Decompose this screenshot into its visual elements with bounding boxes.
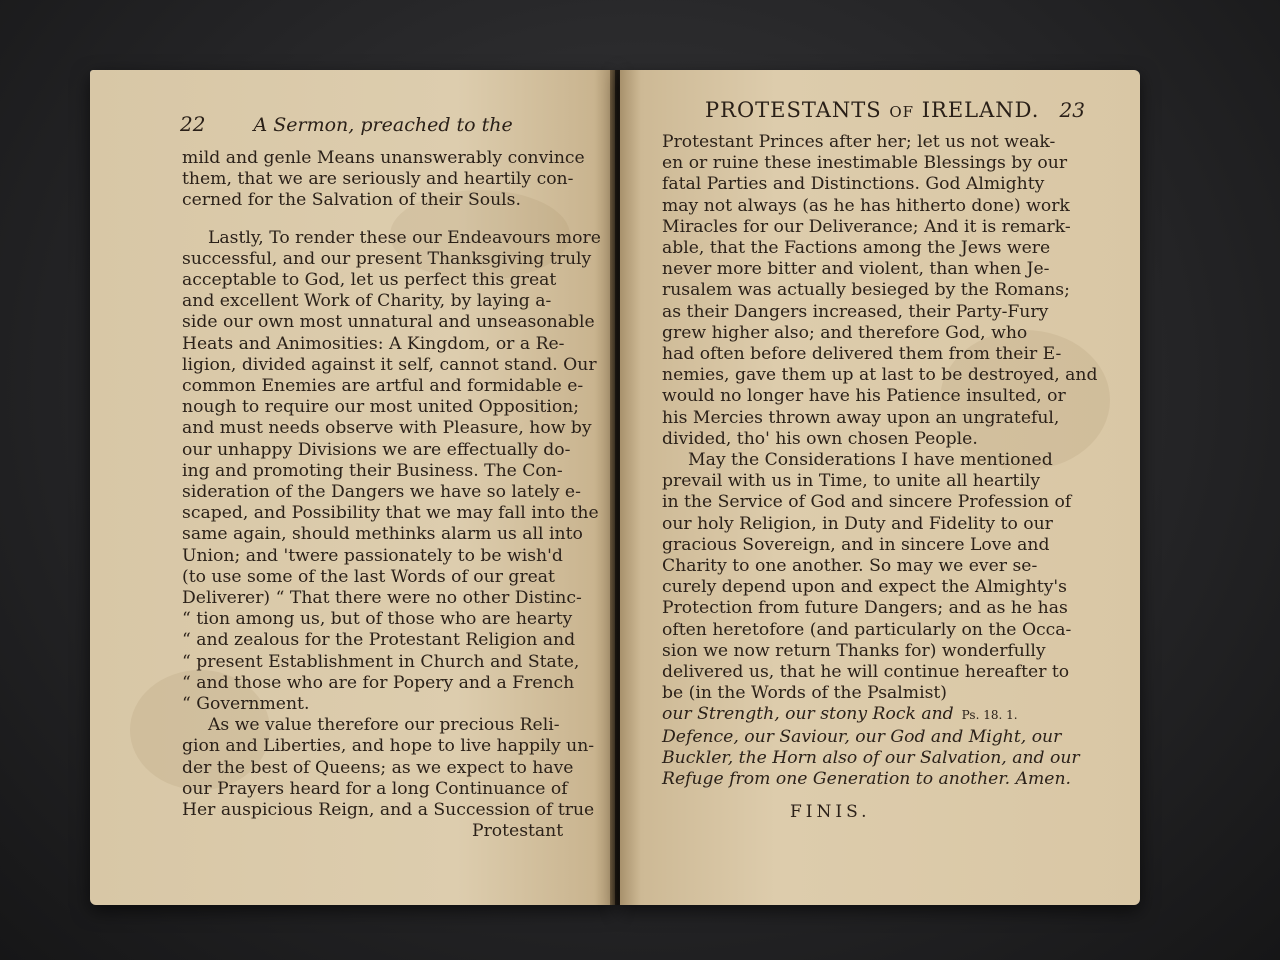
quote-line: “ present Establishment in Church and State, [182, 651, 580, 672]
text-line: sideration of the Dangers we have so lately e- [182, 482, 581, 503]
text-line: Union; and 'twere passionately to be wish'd [182, 545, 563, 566]
text-line: be (in the Words of the Psalmist) [662, 683, 948, 704]
text-line: our holy Religion, in Duty and Fidelity to our [662, 513, 1053, 534]
text-line: his Mercies thrown away upon an ungrateful, [662, 407, 1060, 428]
right-body-text [662, 132, 1098, 790]
text-line: same again, should methinks alarm us all into [182, 524, 583, 545]
text-line: may not always (as he has hitherto done) work [662, 195, 1070, 216]
text-line: sion we now return Thanks for) wonderfully [662, 640, 1046, 661]
quote-line: “ tion among us, but of those who are hearty [182, 609, 573, 630]
text-line: acceptable to God, let us perfect this great [182, 270, 557, 291]
quote-line: “ and zealous for the Protestant Religion and [182, 630, 576, 651]
right-page [620, 70, 1140, 905]
text-line: Heats and Animosities: A Kingdom, or a Re- [182, 333, 565, 354]
text-line: en or ruine these inestimable Blessings by our [662, 153, 1068, 174]
page-number: 23 [1059, 98, 1085, 122]
text-line: Deliverer) “ That there were no other Distinc- [182, 588, 582, 609]
quote-line: “ and those who are for Popery and a French [182, 672, 575, 693]
text-line: and must needs observe with Pleasure, how by [182, 418, 592, 439]
scripture-line: Buckler, the Horn also of our Salvation, and our [662, 747, 1080, 768]
text-line: ing and promoting their Business. The Con- [182, 460, 563, 481]
text-line: ligion, divided against it self, cannot stand. Our [182, 354, 597, 375]
text-line: rusalem was actually besieged by the Romans; [662, 280, 1070, 301]
text-line: As we value therefore our precious Reli- [208, 715, 560, 736]
text-line: had often before delivered them from their E- [662, 344, 1062, 365]
scripture-line: Defence, our Saviour, our God and Might, our [662, 726, 1062, 747]
running-head: PROTESTANTS of IRELAND. [705, 98, 1040, 122]
text-line: prevail with us in Time, to unite all heartily [662, 471, 1041, 492]
text-line: gracious Sovereign, and in sincere Love and [662, 534, 1050, 555]
text-line: in the Service of God and sincere Profession of [662, 492, 1072, 513]
marginal-reference: Ps. 18. 1. [961, 708, 1018, 723]
text-line: gion and Liberties, and hope to live happily un- [182, 736, 595, 757]
text-line: fatal Parties and Distinctions. God Almighty [662, 174, 1045, 195]
text-line: as their Dangers increased, their Party-Fury [662, 301, 1049, 322]
left-body-text [182, 148, 601, 843]
text-line: der the best of Queens; as we expect to have [182, 757, 574, 778]
text-line: side our own most unnatural and unseasonable [182, 312, 595, 333]
right-header [705, 98, 1085, 122]
left-header [180, 112, 513, 136]
text-line: would no longer have his Patience insulted, or [662, 386, 1066, 407]
running-head: A Sermon, preached to the [253, 114, 513, 136]
page-number: 22 [180, 112, 206, 136]
catchword: Protestant [472, 821, 564, 842]
text-line: our Prayers heard for a long Continuance of [182, 778, 568, 799]
text-line: and excellent Work of Charity, by laying a- [182, 291, 552, 312]
quote-line: “ Government. [182, 694, 310, 715]
text-line: curely depend upon and expect the Almighty's [662, 577, 1067, 598]
text-line: Miracles for our Deliverance; And it is remark- [662, 216, 1071, 237]
text-line: them, that we are seriously and heartily con- [182, 169, 574, 190]
text-line: nemies, gave them up at last to be destroyed, and [662, 365, 1098, 386]
text-line: able, that the Factions among the Jews were [662, 238, 1051, 259]
text-line: cerned for the Salvation of their Souls. [182, 190, 521, 211]
text-line: our unhappy Divisions we are effectually do- [182, 439, 571, 460]
text-line: successful, and our present Thanksgiving truly [182, 248, 592, 269]
text-line: nough to require our most united Opposition; [182, 397, 580, 418]
left-page [90, 70, 615, 905]
text-line: grew higher also; and therefore God, who [662, 322, 1028, 343]
text-line: Protestant Princes after her; let us not weak- [662, 132, 1056, 152]
text-line: common Enemies are artful and formidable e- [182, 376, 584, 397]
text-line: delivered us, that he will continue hereafter to [662, 662, 1070, 683]
open-book [90, 70, 1145, 905]
text-line: May the Considerations I have mentioned [688, 450, 1053, 471]
text-line: divided, tho' his own chosen People. [662, 428, 978, 449]
text-line: Her auspicious Reign, and a Succession of true [182, 800, 595, 821]
scripture-line: Refuge from one Generation to another. Amen. [662, 769, 1072, 790]
text-line: often heretofore (and particularly on the Occa- [662, 619, 1072, 640]
text-line: Lastly, To render these our Endeavours more [208, 227, 601, 248]
text-line: never more bitter and violent, than when Je- [662, 259, 1050, 280]
text-line: Charity to one another. So may we ever se- [662, 556, 1038, 577]
text-line: mild and genle Means unanswerably convince [182, 148, 585, 168]
scripture-text: our Strength, our stony Rock and [662, 704, 954, 725]
text-line: (to use some of the last Words of our great [182, 566, 555, 587]
scripture-line [662, 704, 1082, 726]
paragraph-gap [182, 212, 567, 228]
text-line: scaped, and Possibility that we may fall into the [182, 503, 599, 524]
text-line: Protection from future Dangers; and as he has [662, 598, 1068, 619]
finis: FINIS. [790, 802, 871, 822]
